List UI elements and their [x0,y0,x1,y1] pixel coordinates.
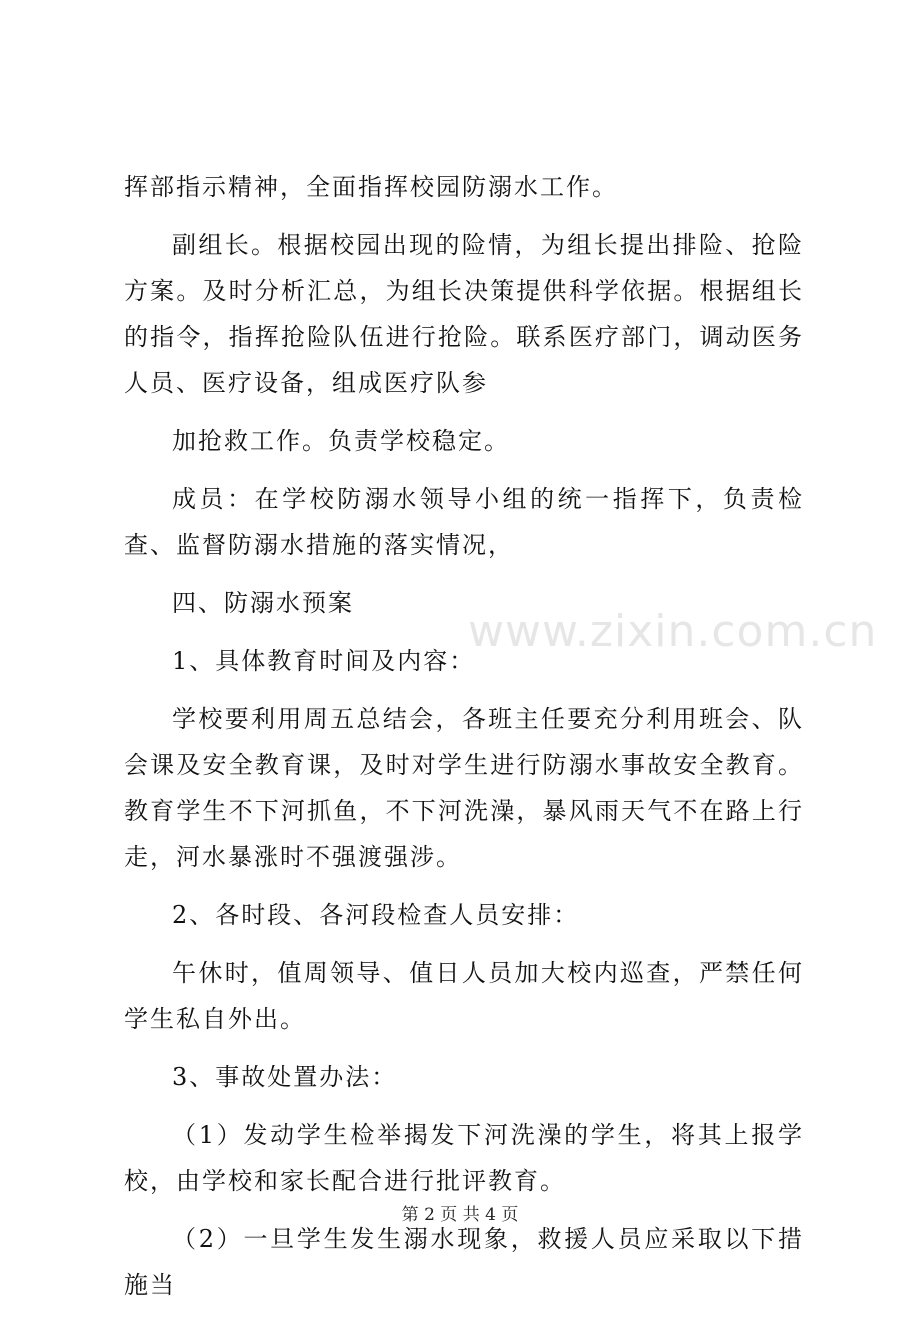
page-footer: 第 2 页 共 4 页 [401,1205,519,1225]
section-heading: 四、防溺水预案 [172,589,354,617]
watermark: www.zixin.com.cn [468,606,878,657]
paragraph-4: 成员：在学校防溺水领导小组的统一指挥下，负责检查、监督防溺水措施的落实情况， [124,485,804,559]
subheading-2: 2、各时段、各河段检查人员安排： [172,901,580,929]
paragraph-6: 午休时，值周领导、值日人员加大校内巡查，严禁任何学生私自外出。 [124,959,804,1033]
paragraph-3: 加抢救工作。负责学校稳定。 [172,427,510,455]
document-body [124,164,804,1320]
list-item-2: （2）一旦学生发生溺水现象，救援人员应采取以下措施当 [124,1225,804,1299]
paragraph-2: 副组长。根据校园出现的险情，为组长提出排险、抢险方案。及时分析汇总，为组长决策提供科学依据。根据组长的指令，指挥抢险队伍进行抢险。联系医疗部门，调动医务人员、医疗设备，组成医疗队参 [124,231,804,397]
list-item-1: （1）发动学生检举揭发下河洗澡的学生，将其上报学校，由学校和家长配合进行批评教育。 [124,1121,804,1195]
subheading-1: 1、具体教育时间及内容： [172,647,476,675]
paragraph-5: 学校要利用周五总结会，各班主任要充分利用班会、队会课及安全教育课，及时对学生进行防溺水事故安全教育。教育学生不下河抓鱼，不下河洗澡，暴风雨天气不在路上行走，河水暴涨时不强渡强涉。 [124,705,804,871]
subheading-3: 3、事故处置办法： [172,1063,398,1091]
paragraph-1: 挥部指示精神，全面指挥校园防溺水工作。 [124,173,618,201]
